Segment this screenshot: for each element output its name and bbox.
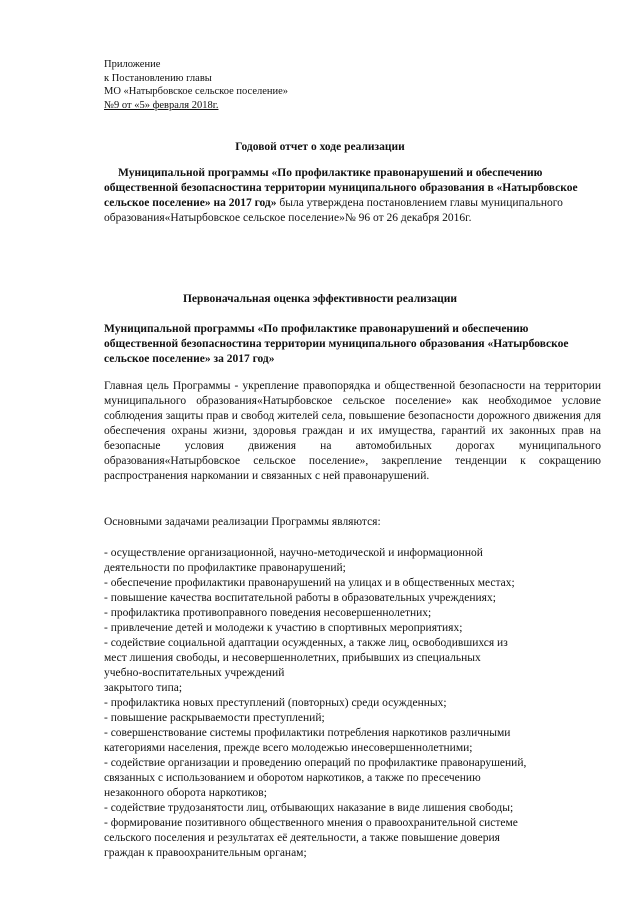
report-title: Годовой отчет о ходе реализации [235,141,405,153]
appendix-line: МО «Натырбовское сельское поселение» [104,86,289,97]
task-line: - повышение качества воспитательной работы в образовательных учреждениях; [104,592,496,604]
task-line: сельского поселения и результатах её деятельности, а также повышение доверия [104,832,500,844]
task-line: категориями населения, прежде всего молодежью инесовершеннолетними; [104,742,473,754]
task-line: - профилактика новых преступлений (повторных) среди осужденных; [104,697,447,709]
task-line: - содействие организации и проведению операций по профилактике правонарушений, [104,757,527,769]
task-line: - совершенствование системы профилактики потребления наркотиков различными [104,727,511,739]
intro-program-name: Муниципальной программы «По профилактике правонарушений и обеспечению общественной безопасностина территории муниципального образования в «Натырбовское сельское поселение» на 2017 год» [104,167,578,209]
tasks-list [104,546,601,861]
appendix-note [104,58,288,112]
program-title: Муниципальной программы «По профилактике правонарушений и обеспечению общественной безопасностина территории муниципального образования «Натырбовское сельское поселение» за 2017 год» [104,323,569,365]
task-line: - содействие трудозанятости лиц, отбывающих наказание в виде лишения свободы; [104,802,514,814]
task-line: незаконного оборота наркотиков; [104,787,267,799]
task-line: деятельности по профилактике правонарушений; [104,562,346,574]
appendix-decree-number: №9 от «5» февраля 2018г. [104,99,219,111]
task-line: - повышение раскрываемости преступлений; [104,712,325,724]
task-line: граждан к правоохранительным органам; [104,847,307,859]
intro-paragraph [104,166,601,226]
task-line: закрытого типа; [104,682,183,694]
intro-approval-text: была утверждена постановлением главы муниципального образования«Натырбовское сельское поселение»№ 96 от 26 декабря 2016г. [104,197,563,224]
task-line: учебно-воспитательных учреждений [104,667,285,679]
appendix-line: Приложение [104,59,161,70]
task-line: - профилактика противоправного поведения несовершеннолетних; [104,607,432,619]
goal-paragraph: Главная цель Программы - укрепление правопорядка и общественной безопасности на территории муниципального образования«Натырбовское сельское поселение» как необходимое условие соблюдения защиты прав и свобод жителей села, повышение безопасности дорожного движения для обеспечения охраны жизни, здоровья граждан и их имущества, гарантий их законных прав на безопасные условия движения на автомобильных дорогах муниципального образования«Натырбовское сельское поселение», закрепление тенденции к сокращению распространения наркомании и связанных с ней правонарушений. [104,380,601,482]
task-line: мест лишения свободы, и несовершеннолетних, прибывших из специальных [104,652,481,664]
evaluation-title: Первоначальная оценка эффективности реализации [182,293,458,305]
appendix-line: к Постановлению главы [104,72,212,84]
task-line: связанных с использованием и оборотом наркотиков, а также по пресечению [104,772,481,784]
task-line: - обеспечение профилактики правонарушений на улицах и в общественных местах; [104,577,515,589]
tasks-heading: Основными задачами реализации Программы являются: [104,516,381,528]
task-line: - содействие социальной адаптации осужденных, а также лиц, освободившихся из [104,637,508,649]
task-line: - осуществление организационной, научно-методической и информационной [104,547,483,559]
task-line: - привлечение детей и молодежи к участию в спортивных мероприятиях; [104,622,463,634]
task-line: - формирование позитивного общественного мнения о правоохранительной системе [104,817,518,829]
